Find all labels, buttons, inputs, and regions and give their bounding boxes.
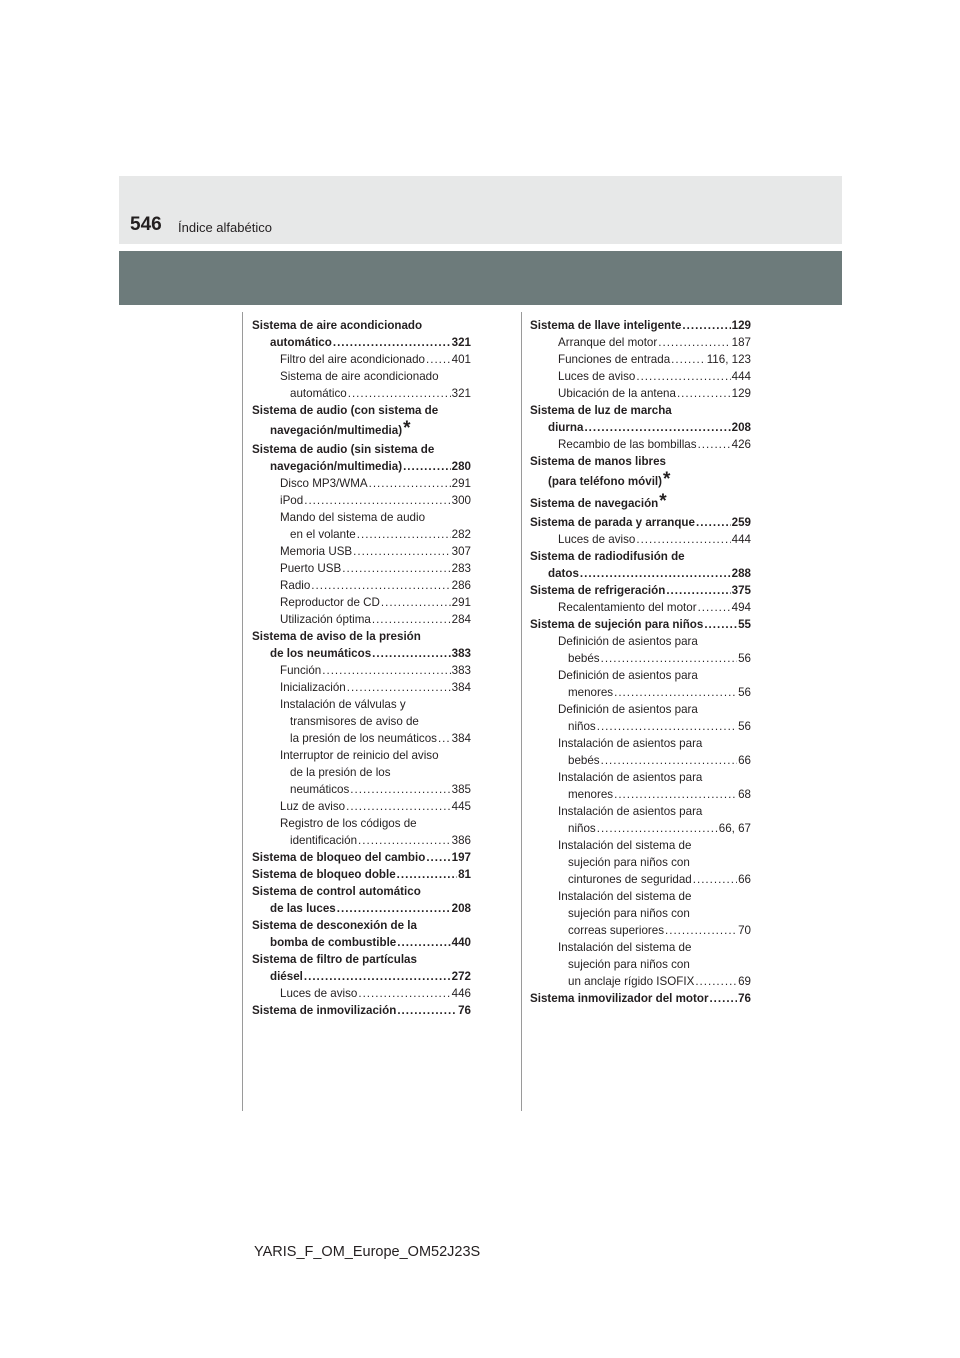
dot-leader: [358, 832, 451, 849]
index-entry: [530, 368, 751, 385]
index-entry-term: Ubicación de la antena: [558, 387, 676, 400]
index-entry: [252, 849, 471, 866]
index-entry-page: 81: [458, 868, 471, 881]
index-entry-term: navegación/multimedia): [270, 424, 403, 437]
index-entry: (para teléfono móvil) *: [530, 470, 751, 492]
index-entry-page: 208: [451, 902, 471, 915]
index-entry: [252, 611, 471, 628]
index-entry-term: Sistema de parada y arranque: [530, 516, 695, 529]
index-entry: [530, 905, 751, 922]
dot-leader: [636, 531, 730, 548]
index-entry-page: 272: [451, 970, 471, 983]
index-entry: [530, 769, 751, 786]
index-entry-term: Reproductor de CD: [280, 596, 380, 609]
index-entry: [530, 419, 751, 436]
index-entry-page: 440: [451, 936, 471, 949]
index-entry-term: Sistema de sujeción para niños: [530, 618, 704, 631]
index-entry-term: Sistema de control automático: [252, 885, 421, 898]
index-entry: [252, 832, 471, 849]
index-entry-term: niños: [568, 720, 596, 733]
dot-leader: [397, 866, 457, 883]
dot-leader: [304, 492, 450, 509]
index-entry-term: transmisores de aviso de: [290, 715, 419, 728]
index-entry: [530, 854, 751, 871]
dot-leader: [704, 616, 737, 633]
index-entry: [252, 696, 471, 713]
index-entry: navegación/multimedia) *: [252, 419, 471, 441]
page-number: 546: [130, 214, 162, 235]
index-entry-page: 66, 67: [718, 822, 751, 835]
dot-leader: [369, 475, 451, 492]
index-entry-page: 386: [451, 834, 471, 847]
index-entry: [530, 402, 751, 419]
index-entry-page: 444: [731, 370, 751, 383]
index-entry-term: diésel: [270, 970, 303, 983]
dot-leader: [438, 730, 451, 747]
index-entry-term: Sistema inmovilizador del motor: [530, 992, 709, 1005]
index-entry-term: Sistema de aire acondicionado: [252, 319, 423, 332]
index-entry: [252, 815, 471, 832]
index-entry-term: Sistema de bloqueo doble: [252, 868, 396, 881]
index-entry-page: 197: [451, 851, 471, 864]
dot-leader: [381, 594, 451, 611]
dot-leader: [693, 871, 737, 888]
index-entry-page: 426: [731, 438, 751, 451]
dot-leader: [597, 718, 737, 735]
index-entry: [252, 543, 471, 560]
index-entry: [252, 917, 471, 934]
index-entry-page: 445: [451, 800, 471, 813]
index-entry-term: Luces de aviso: [280, 987, 358, 1000]
index-entry-page: 76: [738, 992, 751, 1005]
index-entry-term: sujeción para niños con: [568, 856, 690, 869]
index-entry-term: bebés: [568, 652, 600, 665]
index-entry: [530, 514, 751, 531]
dot-leader: [342, 560, 450, 577]
index-entry: [530, 939, 751, 956]
right-column-rule: [521, 312, 522, 1111]
index-entry-term: Sistema de aire acondicionado: [280, 370, 439, 383]
index-entry-page: 375: [731, 584, 751, 597]
index-entry-term: en el volante: [290, 528, 356, 541]
index-entry: [530, 351, 751, 368]
index-entry-term: Sistema de audio (sin sistema de: [252, 443, 435, 456]
index-entry-term: menores: [568, 686, 614, 699]
index-entry-page: 70: [738, 924, 751, 937]
index-entry: [530, 786, 751, 803]
index-entry: [530, 616, 751, 633]
index-entry: [530, 871, 751, 888]
index-entry: [530, 436, 751, 453]
index-entry-term: sujeción para niños con: [568, 907, 690, 920]
index-entry-page: 187: [731, 336, 751, 349]
index-entry-term: niños: [568, 822, 596, 835]
index-entry: [530, 752, 751, 769]
dot-leader: [696, 514, 731, 531]
index-entry-term: Utilización óptima: [280, 613, 371, 626]
index-entry-term: Mando del sistema de audio: [280, 511, 426, 524]
dot-leader: [304, 968, 451, 985]
index-entry-term: Sistema de manos libres: [530, 455, 666, 468]
index-entry-term: Sistema de navegación: [530, 497, 659, 510]
index-entry-term: de las luces: [270, 902, 336, 915]
index-entry: [530, 385, 751, 402]
dot-leader: [372, 645, 451, 662]
index-entry-term: un anclaje rígido ISOFIX: [568, 975, 695, 988]
index-entry: [252, 492, 471, 509]
index-entry: [252, 458, 471, 475]
index-entry-page: 259: [731, 516, 751, 529]
index-entry-page: 307: [451, 545, 471, 558]
dot-leader: [677, 385, 731, 402]
index-entry-term: de los neumáticos: [270, 647, 372, 660]
index-entry-page: 284: [451, 613, 471, 626]
index-column-left: [252, 317, 471, 1019]
dot-leader: [671, 351, 706, 368]
index-entry-page: 384: [451, 732, 471, 745]
index-entry: [530, 820, 751, 837]
index-entry: [530, 650, 751, 667]
index-entry-term: Recambio de las bombillas: [558, 438, 697, 451]
index-entry-term: Filtro del aire acondicionado: [280, 353, 426, 366]
dot-leader: [426, 849, 450, 866]
dot-leader: [614, 684, 737, 701]
dot-leader: [665, 922, 737, 939]
index-entry: [530, 684, 751, 701]
index-entry-term: Sistema de luz de marcha: [530, 404, 672, 417]
index-entry: [530, 531, 751, 548]
index-entry-term: datos: [548, 567, 579, 580]
dot-leader: [580, 565, 731, 582]
dot-leader: [698, 599, 731, 616]
dot-leader: [658, 334, 730, 351]
index-entry-term: Sistema de bloqueo del cambio: [252, 851, 426, 864]
index-entry-page: 291: [451, 596, 471, 609]
index-entry: [252, 883, 471, 900]
index-entry: [530, 599, 751, 616]
index-entry-page: 282: [451, 528, 471, 541]
index-entry-term: Sistema de llave inteligente: [530, 319, 682, 332]
dot-leader: [698, 436, 731, 453]
index-entry: [252, 730, 471, 747]
header-dark-band: [119, 251, 842, 305]
index-entry-term: Sistema de radiodifusión de: [530, 550, 685, 563]
index-entry: [530, 735, 751, 752]
index-entry-page: 321: [451, 387, 471, 400]
index-entry: [252, 764, 471, 781]
index-entry: [530, 837, 751, 854]
index-entry: [252, 934, 471, 951]
index-entry: [252, 577, 471, 594]
index-entry-term: Definición de asientos para: [558, 669, 698, 682]
index-entry-page: 444: [731, 533, 751, 546]
index-entry-term: sujeción para niños con: [568, 958, 690, 971]
dot-leader: [666, 582, 730, 599]
index-entry: [530, 718, 751, 735]
index-entry-term: correas superiores: [568, 924, 665, 937]
index-entry-term: Definición de asientos para: [558, 635, 698, 648]
index-entry-term: Instalación de asientos para: [558, 771, 703, 784]
index-entry-term: Función: [280, 664, 322, 677]
index-entry: [530, 888, 751, 905]
footer-doc-code: YARIS_F_OM_Europe_OM52J23S: [254, 1244, 481, 1260]
index-entry: [252, 368, 471, 385]
index-entry-term: iPod: [280, 494, 304, 507]
dot-leader: [358, 985, 450, 1002]
dot-leader: [350, 781, 450, 798]
index-entry: [530, 565, 751, 582]
index-entry: [252, 866, 471, 883]
dot-leader: [597, 820, 718, 837]
dot-leader: [636, 368, 730, 385]
index-entry-term: Luces de aviso: [558, 370, 636, 383]
index-entry-term: Interruptor de reinicio del aviso: [280, 749, 439, 762]
index-entry: [530, 990, 751, 1007]
index-entry-term: Luz de aviso: [280, 800, 346, 813]
index-entry-term: neumáticos: [290, 783, 350, 796]
index-entry-term: Arranque del motor: [558, 336, 658, 349]
index-entry-term: navegación/multimedia): [270, 460, 403, 473]
index-entry: [252, 475, 471, 492]
index-entry: [252, 1002, 471, 1019]
index-entry-page: 56: [738, 652, 751, 665]
index-entry-term: Sistema de refrigeración: [530, 584, 666, 597]
index-entry-page: 55: [738, 618, 751, 631]
index-entry-term: automático: [270, 336, 332, 349]
index-entry: [252, 951, 471, 968]
index-entry: Sistema de navegación *: [530, 492, 751, 514]
index-entry-page: 383: [451, 664, 471, 677]
index-entry: [252, 662, 471, 679]
index-entry-term: Luces de aviso: [558, 533, 636, 546]
index-entry-page: 300: [451, 494, 471, 507]
index-entry-term: Recalentamiento del motor: [558, 601, 697, 614]
index-entry: [530, 582, 751, 599]
index-entry-term: Sistema de inmovilización: [252, 1004, 397, 1017]
index-entry: [252, 713, 471, 730]
index-entry-term: bebés: [568, 754, 600, 767]
index-entry: [252, 441, 471, 458]
dot-leader: [311, 577, 450, 594]
dot-leader: [357, 526, 451, 543]
dot-leader: [347, 679, 451, 696]
index-entry: [530, 803, 751, 820]
index-entry-term: de la presión de los: [290, 766, 391, 779]
index-entry: [252, 985, 471, 1002]
dot-leader: [346, 798, 451, 815]
index-entry-term: Sistema de aviso de la presión: [252, 630, 421, 643]
index-entry-term: Instalación de asientos para: [558, 805, 703, 818]
index-entry-page: 321: [451, 336, 471, 349]
index-entry-page: 56: [738, 686, 751, 699]
index-entry: [252, 968, 471, 985]
index-entry: [252, 402, 471, 419]
index-entry-term: menores: [568, 788, 614, 801]
index-entry-page: 446: [451, 987, 471, 1000]
index-entry-term: Memoria USB: [280, 545, 353, 558]
dot-leader: [709, 990, 737, 1007]
index-entry: [252, 747, 471, 764]
index-entry-term: Instalación del sistema de: [558, 839, 692, 852]
index-entry-page: 208: [731, 421, 751, 434]
index-entry: [530, 548, 751, 565]
dot-leader: [601, 752, 738, 769]
dot-leader: [372, 611, 451, 628]
index-entry-term: Instalación del sistema de: [558, 941, 692, 954]
index-entry-term: Sistema de desconexión de la: [252, 919, 417, 932]
index-entry-page: 69: [738, 975, 751, 988]
index-entry-page: 288: [731, 567, 751, 580]
index-entry-term: Registro de los códigos de: [280, 817, 417, 830]
dot-leader: [337, 900, 451, 917]
index-entry-page: 76: [458, 1004, 471, 1017]
dot-leader: [348, 385, 451, 402]
index-entry: [252, 781, 471, 798]
index-entry: [252, 798, 471, 815]
index-entry: [252, 334, 471, 351]
index-entry-page: 384: [451, 681, 471, 694]
index-entry-page: 66: [738, 873, 751, 886]
dot-leader: [695, 973, 737, 990]
index-entry: [530, 922, 751, 939]
dot-leader: [584, 419, 730, 436]
index-entry-term: Sistema de audio (con sistema de: [252, 404, 439, 417]
index-entry-page: 385: [451, 783, 471, 796]
index-entry-term: Instalación de asientos para: [558, 737, 703, 750]
index-entry-page: 68: [738, 788, 751, 801]
index-entry-page: 291: [451, 477, 471, 490]
index-entry-term: diurna: [548, 421, 584, 434]
index-entry: [530, 973, 751, 990]
index-entry-term: Disco MP3/WMA: [280, 477, 368, 490]
index-entry: [530, 633, 751, 650]
index-entry: [252, 385, 471, 402]
index-entry-page: 383: [451, 647, 471, 660]
index-entry-page: 129: [731, 319, 751, 332]
index-entry: [252, 900, 471, 917]
index-entry-term: Definición de asientos para: [558, 703, 698, 716]
index-entry: [252, 351, 471, 368]
index-entry-term: identificación: [290, 834, 358, 847]
index-entry-term: automático: [290, 387, 347, 400]
dot-leader: [601, 650, 738, 667]
index-entry: [252, 560, 471, 577]
index-entry-page: 129: [731, 387, 751, 400]
left-column-rule: [242, 312, 243, 1111]
index-entry: [530, 453, 751, 470]
section-title: Índice alfabético: [178, 220, 272, 235]
dot-leader: [397, 1002, 457, 1019]
index-entry: [252, 594, 471, 611]
dot-leader: [614, 786, 737, 803]
index-entry-term: la presión de los neumáticos: [290, 732, 437, 745]
index-entry-term: Sistema de filtro de partículas: [252, 953, 417, 966]
dot-leader: [403, 458, 451, 475]
index-entry: [252, 509, 471, 526]
index-entry: [252, 628, 471, 645]
index-entry-page: 494: [731, 601, 751, 614]
index-entry: [530, 701, 751, 718]
index-entry-term: (para teléfono móvil): [548, 475, 663, 488]
index-entry: [252, 645, 471, 662]
index-entry: [530, 317, 751, 334]
index-entry-term: Radio: [280, 579, 311, 592]
index-entry-term: bomba de combustible: [270, 936, 397, 949]
index-entry-page: 283: [451, 562, 471, 575]
index-entry-term: Funciones de entrada: [558, 353, 671, 366]
index-entry-page: 280: [451, 460, 471, 473]
dot-leader: [397, 934, 450, 951]
index-entry-page: 56: [738, 720, 751, 733]
index-entry-term: Instalación de válvulas y: [280, 698, 406, 711]
dot-leader: [426, 351, 451, 368]
index-entry-term: Puerto USB: [280, 562, 342, 575]
index-entry: [530, 956, 751, 973]
dot-leader: [333, 334, 451, 351]
index-entry-page: 401: [451, 353, 471, 366]
dot-leader: [322, 662, 450, 679]
index-entry: [530, 334, 751, 351]
index-entry-term: Instalación del sistema de: [558, 890, 692, 903]
index-entry: [252, 526, 471, 543]
dot-leader: [682, 317, 730, 334]
index-entry: [252, 679, 471, 696]
index-entry-page: 66: [738, 754, 751, 767]
dot-leader: [353, 543, 451, 560]
index-entry: [530, 667, 751, 684]
index-column-right: [530, 317, 751, 1007]
index-entry-term: Inicialización: [280, 681, 346, 694]
index-entry-page: 116, 123: [706, 353, 751, 366]
index-entry: [252, 317, 471, 334]
index-entry-term: cinturones de seguridad: [568, 873, 692, 886]
index-entry-page: 286: [451, 579, 471, 592]
